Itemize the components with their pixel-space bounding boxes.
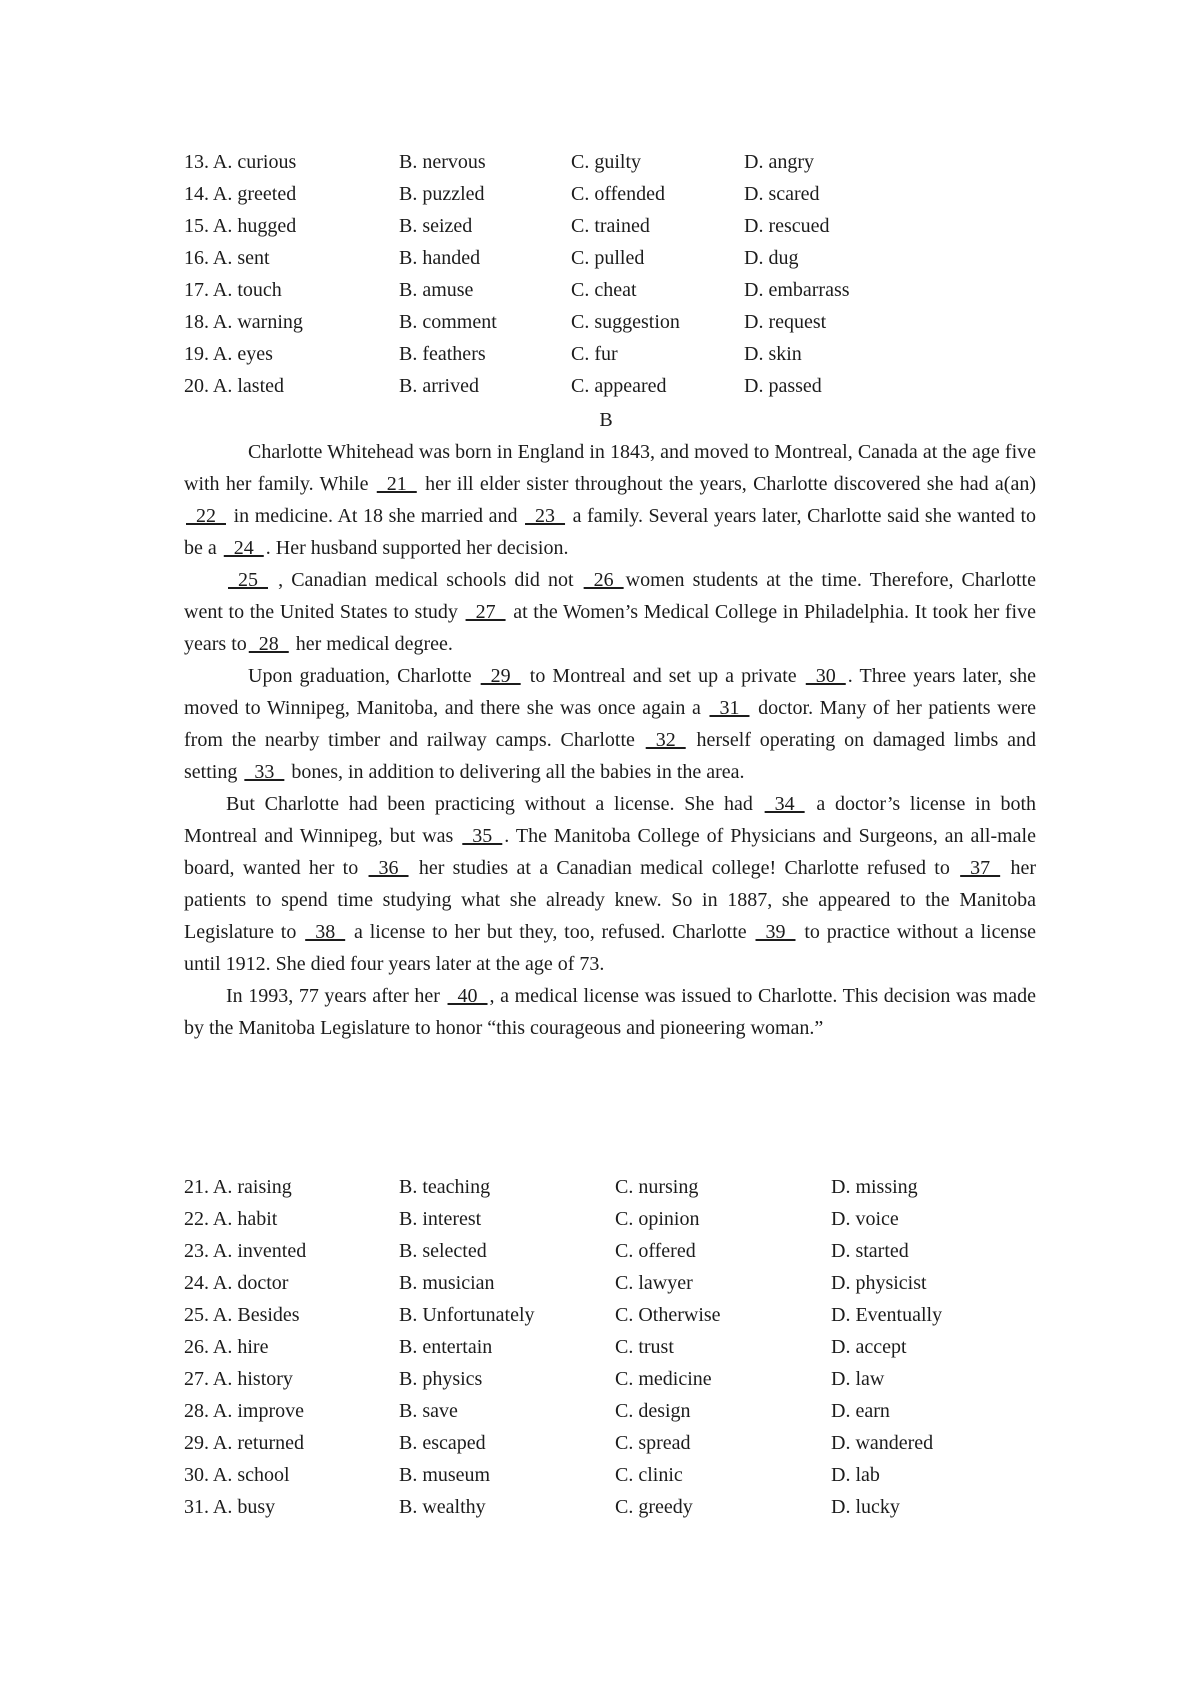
option-d: D. Eventually — [831, 1304, 943, 1326]
option-c: C. trust — [615, 1336, 674, 1358]
option-c: C. nursing — [615, 1176, 699, 1198]
option-d: D. skin — [744, 343, 802, 365]
option-b: B. musician — [399, 1272, 495, 1294]
blank-marker: 33 — [244, 761, 285, 783]
passage-text: her studies at a Canadian medical college! Charlotte refused to — [410, 857, 959, 879]
blank-marker: 39 — [755, 921, 796, 943]
option-b: B. save — [399, 1400, 458, 1422]
option-c: C. offered — [615, 1240, 696, 1262]
passage-text: But Charlotte had been practicing without a license. She had — [226, 793, 763, 815]
option-b: B. nervous — [399, 151, 486, 173]
option-text: A. curious — [212, 151, 297, 173]
option-text: A. returned — [212, 1432, 304, 1454]
blank-marker: 35 — [462, 825, 503, 847]
option-b: B. entertain — [399, 1336, 493, 1358]
option-a — [184, 338, 273, 370]
blank-marker: 24 — [223, 537, 264, 559]
question-number: 31. — [184, 1496, 209, 1518]
blank-marker: 23 — [525, 505, 566, 527]
passage-text: doctor. Many of her patients were from the nearby timber and railway camps. Charlotte — [184, 697, 1036, 751]
option-text: A. hire — [212, 1336, 269, 1358]
option-c: C. medicine — [615, 1368, 712, 1390]
option-text: A. greeted — [212, 183, 297, 205]
passage-paragraph — [184, 660, 1036, 788]
blank-marker: 37 — [960, 857, 1001, 879]
option-b: B. physics — [399, 1368, 483, 1390]
question-number: 26. — [184, 1336, 209, 1358]
question-number: 15. — [184, 215, 209, 237]
blank-marker: 31 — [709, 697, 750, 719]
option-d: D. accept — [831, 1336, 907, 1358]
option-d: D. embarrass — [744, 279, 850, 301]
option-a — [184, 306, 303, 338]
option-a — [184, 1203, 277, 1235]
option-a — [184, 1395, 304, 1427]
passage-text: Upon graduation, Charlotte — [248, 665, 479, 687]
option-text: A. invented — [212, 1240, 307, 1262]
blank-marker: 40 — [447, 985, 488, 1007]
section-label: B — [599, 409, 613, 431]
option-d: D. scared — [744, 183, 820, 205]
option-b: B. puzzled — [399, 183, 485, 205]
option-d: D. request — [744, 311, 827, 333]
option-text: A. hugged — [212, 215, 297, 237]
question-number: 17. — [184, 279, 209, 301]
question-number: 13. — [184, 151, 209, 173]
option-c: C. guilty — [571, 151, 642, 173]
cloze-passage — [184, 436, 1036, 1044]
option-b: B. seized — [399, 215, 473, 237]
option-c: C. Otherwise — [615, 1304, 721, 1326]
option-text: A. touch — [212, 279, 282, 301]
passage-text: . Three years later, she moved to Winnipeg, Manitoba, and there she was once again a — [184, 665, 1036, 719]
option-b: B. interest — [399, 1208, 482, 1230]
option-c: C. design — [615, 1400, 691, 1422]
option-b: B. Unfortunately — [399, 1304, 535, 1326]
passage-paragraph — [184, 788, 1036, 980]
question-number: 28. — [184, 1400, 209, 1422]
option-c: C. trained — [571, 215, 650, 237]
option-a — [184, 1299, 300, 1331]
option-c: C. clinic — [615, 1464, 683, 1486]
option-d: D. voice — [831, 1208, 899, 1230]
passage-paragraph — [184, 564, 1036, 660]
option-d: D. rescued — [744, 215, 830, 237]
passage-text: to Montreal and set up a private — [522, 665, 804, 687]
question-number: 30. — [184, 1464, 209, 1486]
option-a — [184, 370, 284, 402]
option-c: C. offended — [571, 183, 666, 205]
option-a — [184, 146, 296, 178]
option-a — [184, 178, 296, 210]
option-d: D. lab — [831, 1464, 880, 1486]
option-d: D. wandered — [831, 1432, 934, 1454]
option-a — [184, 1267, 288, 1299]
option-text: A. improve — [212, 1400, 304, 1422]
option-b: B. wealthy — [399, 1496, 486, 1518]
option-b: B. teaching — [399, 1176, 491, 1198]
passage-text: to practice without a license until 1912. She died four years later at the age of 73. — [184, 921, 1036, 975]
question-number: 24. — [184, 1272, 209, 1294]
passage-text: . The Manitoba College of Physicians and Surgeons, an all-male board, wanted her to — [184, 825, 1036, 879]
option-b: B. feathers — [399, 343, 486, 365]
option-b: B. comment — [399, 311, 497, 333]
blank-marker: 27 — [465, 601, 506, 623]
option-text: A. school — [212, 1464, 290, 1486]
option-text: A. habit — [212, 1208, 278, 1230]
passage-text: a family. Several years later, Charlotte said she wanted to be a — [184, 505, 1036, 559]
blank-marker: 26 — [583, 569, 624, 591]
passage-text: , Canadian medical schools did not — [270, 569, 582, 591]
blank-marker: 21 — [376, 473, 417, 495]
question-number: 20. — [184, 375, 209, 397]
passage-text: a license to her but they, too, refused. Charlotte — [347, 921, 754, 943]
blank-marker: 25 — [228, 569, 268, 591]
option-a — [184, 1459, 290, 1491]
blank-marker: 22 — [186, 505, 226, 527]
question-number: 22. — [184, 1208, 209, 1230]
question-number: 21. — [184, 1176, 209, 1198]
option-d: D. angry — [744, 151, 814, 173]
option-c: C. opinion — [615, 1208, 700, 1230]
option-b: B. arrived — [399, 375, 479, 397]
question-number: 18. — [184, 311, 209, 333]
option-d: D. missing — [831, 1176, 918, 1198]
option-a — [184, 1331, 268, 1363]
option-b: B. selected — [399, 1240, 487, 1262]
option-d: D. dug — [744, 247, 799, 269]
question-number: 23. — [184, 1240, 209, 1262]
option-text: A. doctor — [212, 1272, 289, 1294]
question-number: 27. — [184, 1368, 209, 1390]
option-c: C. fur — [571, 343, 618, 365]
passage-text: her medical degree. — [290, 633, 453, 655]
option-c: C. greedy — [615, 1496, 693, 1518]
passage-paragraph — [184, 980, 1036, 1044]
passage-text: . Her husband supported her decision. — [265, 537, 569, 559]
option-c: C. suggestion — [571, 311, 680, 333]
option-text: A. history — [212, 1368, 293, 1390]
option-b: B. handed — [399, 247, 481, 269]
blank-marker: 28 — [248, 633, 289, 655]
option-a — [184, 1235, 306, 1267]
question-number: 16. — [184, 247, 209, 269]
passage-paragraph — [184, 436, 1036, 564]
question-number: 19. — [184, 343, 209, 365]
option-text: A. raising — [212, 1176, 292, 1198]
passage-text: In 1993, 77 years after her — [226, 985, 446, 1007]
option-b: B. escaped — [399, 1432, 486, 1454]
option-c: C. spread — [615, 1432, 691, 1454]
option-text: A. busy — [212, 1496, 276, 1518]
passage-text: women students at the time. Therefore, Charlotte went to the United States to study — [184, 569, 1036, 623]
passage-text: , a medical license was issued to Charlotte. This decision was made by the Manitoba Legislature to honor “this courageous and pioneering woman.” — [184, 985, 1036, 1039]
blank-marker: 32 — [645, 729, 686, 751]
passage-text: at the Women’s Medical College in Philadelphia. It took her five years to — [184, 601, 1036, 655]
option-c: C. appeared — [571, 375, 667, 397]
option-d: D. physicist — [831, 1272, 927, 1294]
question-number: 14. — [184, 183, 209, 205]
option-b: B. amuse — [399, 279, 474, 301]
passage-text: a doctor’s license in both Montreal and Winnipeg, but was — [184, 793, 1036, 847]
option-text: A. sent — [212, 247, 270, 269]
passage-text: in medicine. At 18 she married and — [228, 505, 524, 527]
passage-text: Charlotte Whitehead was born in England in 1843, and moved to Montreal, Canada at the age five with her family. While — [184, 441, 1036, 495]
option-d: D. earn — [831, 1400, 890, 1422]
option-text: A. warning — [212, 311, 303, 333]
option-a — [184, 1363, 293, 1395]
option-a — [184, 274, 282, 306]
passage-text: her patients to spend time studying what she already knew. So in 1887, she appeared to the Manitoba Legislature to — [184, 857, 1036, 943]
option-d: D. law — [831, 1368, 885, 1390]
option-text: A. Besides — [212, 1304, 300, 1326]
passage-text: bones, in addition to delivering all the babies in the area. — [286, 761, 745, 783]
blank-marker: 34 — [764, 793, 805, 815]
blank-marker: 38 — [305, 921, 346, 943]
option-c: C. pulled — [571, 247, 645, 269]
option-a — [184, 242, 270, 274]
blank-marker: 36 — [368, 857, 409, 879]
option-d: D. started — [831, 1240, 909, 1262]
passage-text: herself operating on damaged limbs and setting — [184, 729, 1036, 783]
option-a — [184, 1491, 275, 1523]
option-b: B. museum — [399, 1464, 491, 1486]
option-c: C. cheat — [571, 279, 637, 301]
blank-marker: 29 — [480, 665, 521, 687]
option-a — [184, 1171, 292, 1203]
option-text: A. eyes — [212, 343, 273, 365]
option-text: A. lasted — [212, 375, 284, 397]
question-number: 25. — [184, 1304, 209, 1326]
blank-marker: 30 — [805, 665, 846, 687]
passage-text: her ill elder sister throughout the years, Charlotte discovered she had a(an) — [418, 473, 1036, 495]
option-a — [184, 210, 296, 242]
option-d: D. lucky — [831, 1496, 900, 1518]
option-d: D. passed — [744, 375, 822, 397]
option-c: C. lawyer — [615, 1272, 693, 1294]
option-a — [184, 1427, 304, 1459]
question-number: 29. — [184, 1432, 209, 1454]
